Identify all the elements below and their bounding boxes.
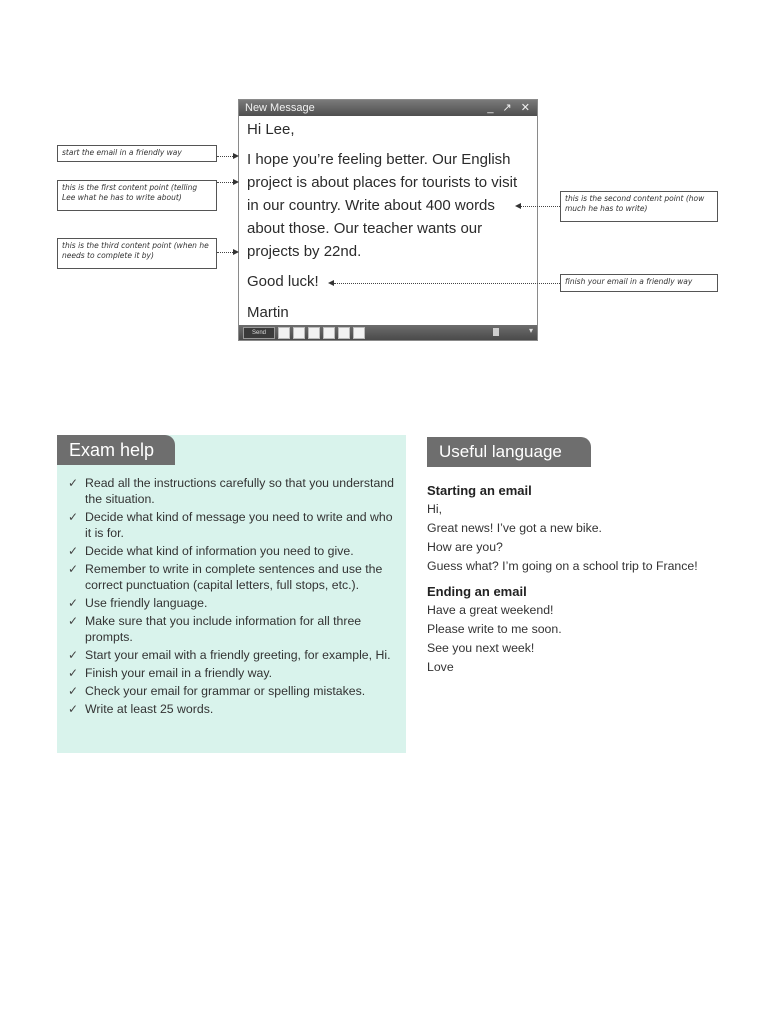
checkmark-icon: ✓ <box>68 476 79 490</box>
annotation-second-point: this is the second content point (how much he has to write) <box>560 191 718 222</box>
phrase-item: Great news! I’ve got a new bike. <box>427 521 602 535</box>
annotation-third-point: this is the third content point (when he needs to complete it by) <box>57 238 217 269</box>
ending-section <box>427 583 562 677</box>
checkmark-icon: ✓ <box>68 614 79 628</box>
arrow-right-icon <box>233 249 239 255</box>
phrase-item: Have a great weekend! <box>427 603 554 617</box>
phrase-item: Hi, <box>427 502 443 516</box>
useful-language-title: Useful language <box>427 437 591 467</box>
connector-line <box>334 283 560 284</box>
list-item: ✓ Start your email with a friendly greeting, for example, Hi. <box>68 648 391 662</box>
starting-section <box>427 482 698 576</box>
arrow-right-icon <box>233 153 239 159</box>
email-line: about those. Our teacher wants our <box>247 220 483 237</box>
connector-line <box>521 206 560 207</box>
phrase-item: Please write to me soon. <box>427 622 562 636</box>
checkmark-icon: ✓ <box>68 684 79 698</box>
drive-tool-icon[interactable] <box>338 327 350 339</box>
arrow-left-icon <box>515 203 521 209</box>
format-tool-icon[interactable] <box>278 327 290 339</box>
annotation-first-point: this is the first content point (telling Lee what he has to write about) <box>57 180 217 211</box>
checkmark-icon: ✓ <box>68 702 79 716</box>
attach-tool-icon[interactable] <box>293 327 305 339</box>
list-item: ✓ Write at least 25 words. <box>68 702 214 716</box>
chevron-down-icon[interactable]: ▾ <box>528 326 533 335</box>
checkmark-icon: ✓ <box>68 648 79 662</box>
list-item: ✓ Check your email for grammar or spelling mistakes. <box>68 684 366 698</box>
list-item: ✓ Decide what kind of message you need to write and who it is for. <box>68 510 393 540</box>
starting-heading: Starting an email <box>427 483 532 498</box>
phrase-item: How are you? <box>427 540 503 554</box>
checkmark-icon: ✓ <box>68 562 79 576</box>
checkmark-icon: ✓ <box>68 596 79 610</box>
email-line: in our country. Write about 400 words <box>247 197 495 214</box>
list-item: ✓ Make sure that you include information for all three prompts. <box>68 614 362 644</box>
ending-heading: Ending an email <box>427 584 527 599</box>
list-item: ✓ Remember to write in complete sentences and use the correct punctuation (capital letters, full stops, etc.). <box>68 562 383 592</box>
checkmark-icon: ✓ <box>68 510 79 524</box>
list-item: ✓ Use friendly language. <box>68 596 208 610</box>
exam-help-list <box>65 475 400 719</box>
phrase-item: See you next week! <box>427 641 535 655</box>
photo-tool-icon[interactable] <box>353 327 365 339</box>
annotation-start: start the email in a friendly way <box>57 145 217 162</box>
exam-help-panel <box>57 435 406 753</box>
checkmark-icon: ✓ <box>68 666 79 680</box>
window-controls-icon[interactable]: _ ↗ ✕ <box>487 102 533 114</box>
email-titlebar <box>239 100 537 116</box>
email-toolbar <box>239 325 537 340</box>
send-button[interactable]: Send <box>243 327 275 339</box>
email-closing: Good luck! <box>247 273 319 290</box>
email-line: I hope you’re feeling better. Our English <box>247 151 511 168</box>
arrow-right-icon <box>233 179 239 185</box>
email-signature: Martin <box>247 304 289 321</box>
list-item: ✓ Decide what kind of information you need to give. <box>68 544 354 558</box>
emoji-tool-icon[interactable] <box>323 327 335 339</box>
email-window <box>238 99 538 341</box>
phrase-item: Guess what? I’m going on a school trip to France! <box>427 559 698 573</box>
checkmark-icon: ✓ <box>68 544 79 558</box>
link-tool-icon[interactable] <box>308 327 320 339</box>
email-greeting: Hi Lee, <box>247 121 295 138</box>
exam-help-title: Exam help <box>57 435 175 465</box>
list-item: ✓ Finish your email in a friendly way. <box>68 666 273 680</box>
email-line: projects by 22nd. <box>247 243 362 260</box>
window-title: New Message <box>245 102 315 114</box>
email-line: project is about places for tourists to visit <box>247 174 518 191</box>
phrase-item: Love <box>427 660 454 674</box>
arrow-left-icon <box>328 280 334 286</box>
annotation-finish: finish your email in a friendly way <box>560 274 718 292</box>
list-item: ✓ Read all the instructions carefully so that you understand the situation. <box>68 476 394 506</box>
trash-icon[interactable] <box>493 328 499 336</box>
